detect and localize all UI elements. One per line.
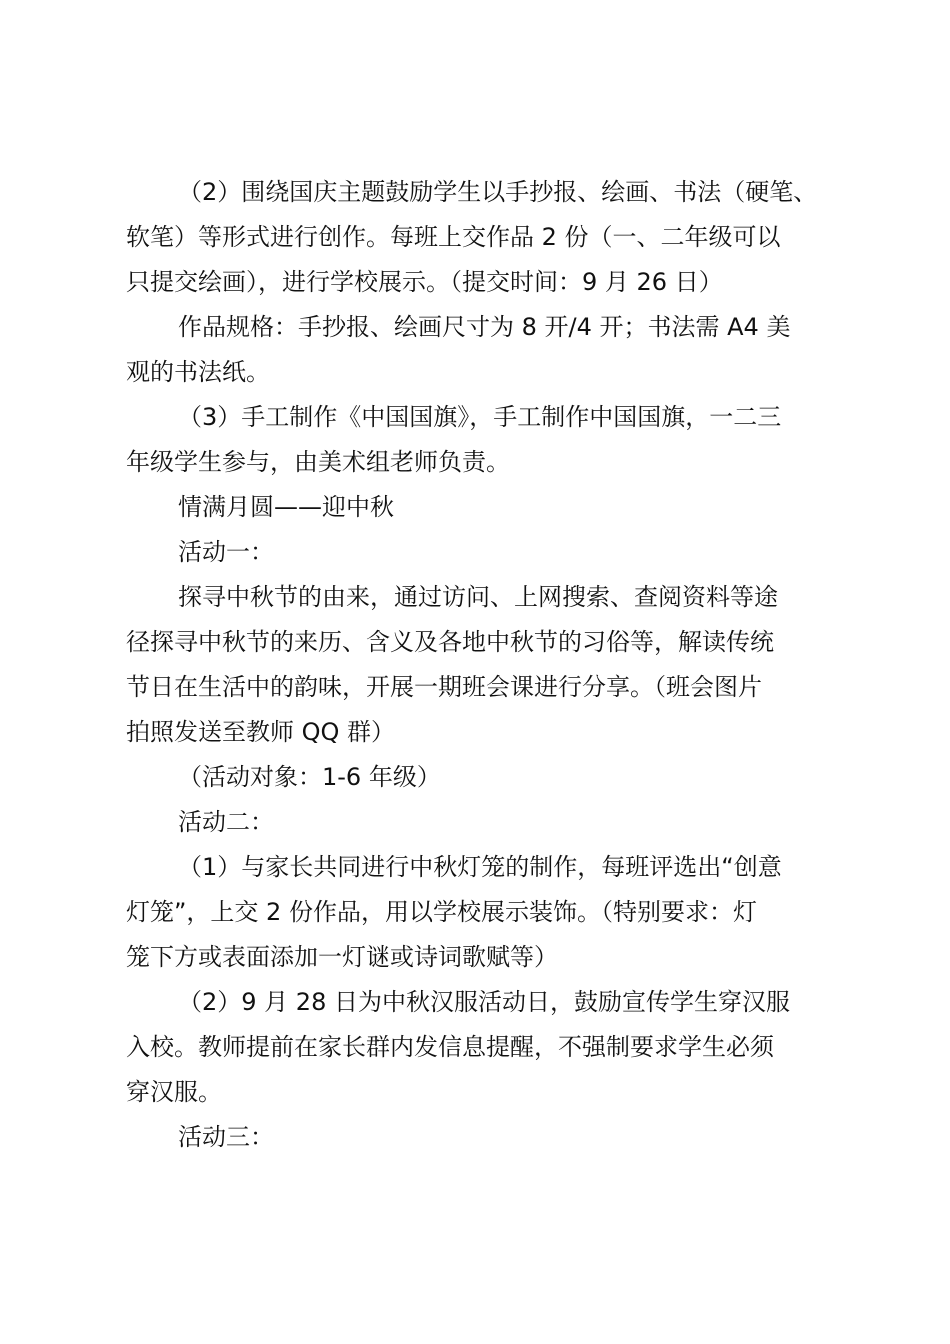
activity-heading: 活动三： bbox=[178, 1123, 274, 1151]
activity-heading: 活动二： bbox=[178, 808, 274, 836]
text-line: 观的书法纸。 bbox=[126, 358, 270, 386]
text-line: （2）围绕国庆主题鼓励学生以手抄报、绘画、书法（硬笔、 bbox=[178, 178, 818, 206]
text-line: 探寻中秋节的由来，通过访问、上网搜索、查阅资料等途 bbox=[178, 583, 778, 611]
text-line: 软笔）等形式进行创作。每班上交作品 2 份（一、二年级可以 bbox=[126, 223, 781, 251]
text-line: 径探寻中秋节的来历、含义及各地中秋节的习俗等，解读传统 bbox=[126, 628, 774, 656]
text-line: 入校。教师提前在家长群内发信息提醒，不强制要求学生必须 bbox=[126, 1033, 774, 1061]
text-line: （活动对象：1-6 年级） bbox=[178, 763, 441, 791]
text-line: 节日在生活中的韵味，开展一期班会课进行分享。（班会图片 bbox=[126, 673, 762, 701]
section-heading: 情满月圆——迎中秋 bbox=[178, 493, 394, 521]
text-line: 作品规格：手抄报、绘画尺寸为 8 开/4 开；书法需 A4 美 bbox=[178, 313, 791, 341]
text-line: （3）手工制作《中国国旗》，手工制作中国国旗，一二三 bbox=[178, 403, 782, 431]
text-line: （2）9 月 28 日为中秋汉服活动日，鼓励宣传学生穿汉服 bbox=[178, 988, 790, 1016]
text-line: 年级学生参与，由美术组老师负责。 bbox=[126, 448, 510, 476]
document-body bbox=[126, 170, 838, 1160]
text-line: 灯笼”，上交 2 份作品，用以学校展示装饰。（特别要求：灯 bbox=[126, 898, 757, 926]
text-line: 拍照发送至教师 QQ 群） bbox=[126, 718, 396, 746]
text-line: （1）与家长共同进行中秋灯笼的制作，每班评选出“创意 bbox=[178, 853, 782, 881]
activity-heading: 活动一： bbox=[178, 538, 274, 566]
text-line: 穿汉服。 bbox=[126, 1078, 222, 1106]
text-line: 笼下方或表面添加一灯谜或诗词歌赋等） bbox=[126, 943, 558, 971]
text-line: 只提交绘画），进行学校展示。（提交时间：9 月 26 日） bbox=[126, 268, 723, 296]
